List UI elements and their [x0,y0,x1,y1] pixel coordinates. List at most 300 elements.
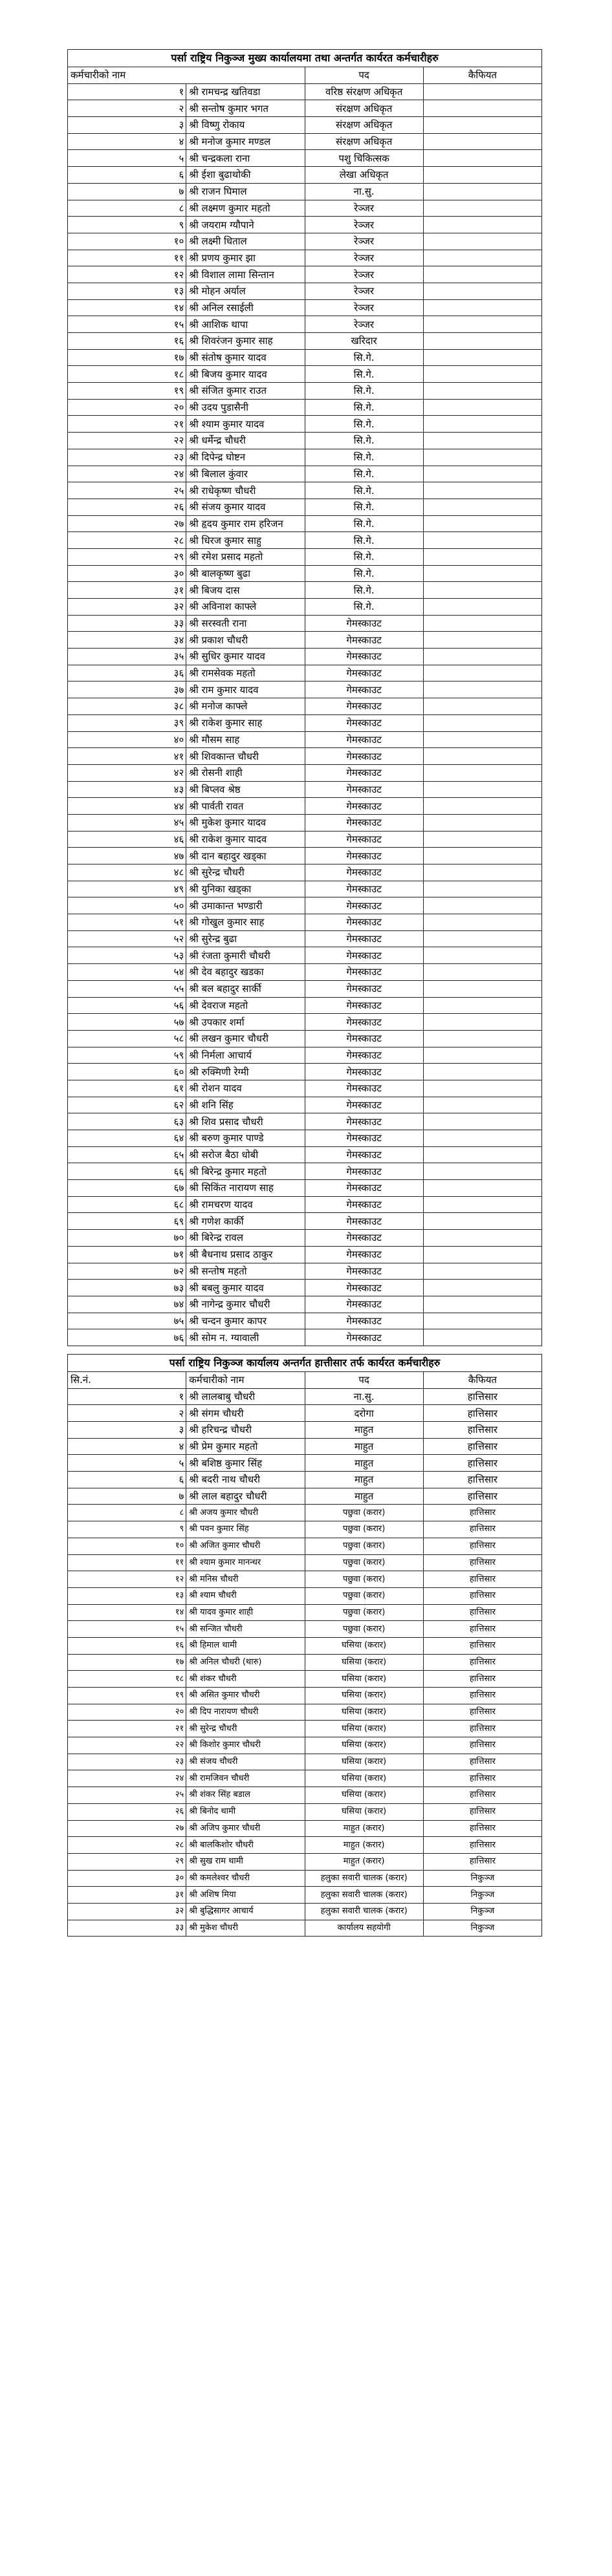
row-name: श्री देव बहादुर खडका [186,964,305,981]
row-name: श्री श्याम कुमार यादव [186,416,305,433]
row-remarks [423,399,541,416]
row-name: श्री अविनाश काफ्ले [186,599,305,616]
row-remarks [423,1146,541,1163]
row-name: श्री रंजता कुमारी चौधरी [186,947,305,964]
row-name: श्री दिप नारायण चौधरी [186,1704,305,1721]
row-name: श्री मनोज काफ्ले [186,698,305,715]
row-post: माहुत (करार) [305,1820,423,1837]
row-serial: ४४ [68,798,186,815]
row-serial: ५५ [68,980,186,997]
row-name: श्री विशाल लामा सिन्तान [186,266,305,283]
row-post: रेञ्जर [305,299,423,316]
table-row [68,250,542,266]
row-name: श्री बिरेन्द्र रावल [186,1230,305,1247]
row-serial: १२ [68,266,186,283]
row-name: श्री लक्ष्मण कुमार महतो [186,200,305,217]
row-name: श्री लाल बहादुर चौधरी [186,1488,305,1505]
row-post: खरिदार [305,333,423,350]
table-row [68,1130,542,1147]
row-post: गेमस्काउट [305,1130,423,1147]
row-name: श्री रमेश प्रसाद महतो [186,548,305,565]
table-row [68,1246,542,1263]
row-remarks [423,316,541,333]
row-name: श्री मौसम साह [186,731,305,748]
row-post: गेमस्काउट [305,748,423,765]
row-serial: ६८ [68,1196,186,1213]
row-post: सि.गे. [305,466,423,482]
row-name: श्री उपकार शर्मा [186,1014,305,1031]
table-row [68,1538,542,1554]
table-row [68,1721,542,1737]
row-remarks [423,548,541,565]
row-remarks [423,930,541,947]
row-serial: २० [68,399,186,416]
row-post: गेमस्काउट [305,864,423,881]
row-remarks [423,980,541,997]
row-remarks [423,1213,541,1230]
row-remarks: हात्तिसार [423,1654,541,1671]
row-post: गेमस्काउट [305,798,423,815]
row-name: श्री सुरेन्द्र चौधरी [186,864,305,881]
row-serial: ६ [68,167,186,184]
row-post: सि.गे. [305,416,423,433]
table-row [68,1280,542,1296]
row-name: श्री प्रणय कुमार झा [186,250,305,266]
row-serial: २३ [68,1754,186,1770]
table-row [68,1837,542,1854]
row-remarks [423,1180,541,1197]
row-post: पछुवा (करार) [305,1521,423,1538]
table-row [68,1146,542,1163]
row-remarks [423,299,541,316]
row-remarks [423,250,541,266]
row-remarks [423,798,541,815]
section-title-row [68,50,542,67]
row-remarks [423,1130,541,1147]
row-serial: ३० [68,565,186,582]
row-post: माहुत [305,1488,423,1505]
table-row [68,383,542,400]
table-row [68,714,542,731]
row-remarks [423,83,541,100]
row-name: श्री बिनोद थामी [186,1803,305,1820]
row-remarks: हात्तिसार [423,1754,541,1770]
row-serial: ३३ [68,615,186,632]
row-name: श्री उदय पुडासैनी [186,399,305,416]
row-remarks: हात्तिसार [423,1770,541,1787]
row-post: हलुका सवारी चालक (करार) [305,1870,423,1887]
row-post: गेमस्काउट [305,615,423,632]
row-serial: ८ [68,1505,186,1521]
row-post: गेमस्काउट [305,1213,423,1230]
row-remarks [423,997,541,1014]
table-row [68,1903,542,1920]
row-remarks [423,1329,541,1346]
table-row [68,532,542,549]
row-remarks [423,1014,541,1031]
row-remarks [423,117,541,134]
row-name: श्री बालकिशोर चौधरी [186,1837,305,1854]
row-name: श्री बालकृष्ण बुढा [186,565,305,582]
row-name: श्री लक्ष्मी धिताल [186,233,305,250]
row-post: रेञ्जर [305,200,423,217]
header-row [68,1371,542,1388]
row-name: श्री बशिष्ठ कुमार सिंह [186,1455,305,1472]
row-serial: ५७ [68,1014,186,1031]
table-row [68,1388,542,1405]
row-name: श्री दिपेन्द्र घोष्टन [186,449,305,466]
row-post: गेमस्काउट [305,1163,423,1180]
row-serial: ७३ [68,1280,186,1296]
row-post: रेञ्जर [305,217,423,233]
row-serial: ७६ [68,1329,186,1346]
row-remarks [423,349,541,366]
row-post: लेखा अधिकृत [305,167,423,184]
table-row [68,731,542,748]
row-name: श्री अजित कुमार चौधरी [186,1538,305,1554]
row-serial: १८ [68,366,186,383]
row-remarks [423,466,541,482]
table-row [68,1163,542,1180]
row-post: हलुका सवारी चालक (करार) [305,1887,423,1904]
row-name: श्री शिव प्रसाद चौधरी [186,1113,305,1130]
row-name: श्री राकेश कुमार यादव [186,831,305,848]
row-name: श्री शंकर चौधरी [186,1671,305,1688]
row-name: श्री सुधिर कुमार यादव [186,649,305,665]
table-row [68,1505,542,1521]
row-post: गेमस्काउट [305,1014,423,1031]
row-name: श्री पवन कुमार सिंह [186,1521,305,1538]
table-row [68,1803,542,1820]
row-name: श्री बरुण कुमार पाण्डे [186,1130,305,1147]
table-row [68,200,542,217]
row-name: श्री बिलाल कुंवार [186,466,305,482]
row-name: श्री संगम चौधरी [186,1405,305,1422]
row-serial: ४ [68,1438,186,1455]
table-row [68,333,542,350]
row-post: गेमस्काउट [305,947,423,964]
table-row [68,632,542,649]
row-remarks [423,100,541,117]
row-name: श्री अजय कुमार चौधरी [186,1505,305,1521]
row-serial: २ [68,1405,186,1422]
header-post: पद [305,1371,423,1388]
row-post: पछुवा (करार) [305,1621,423,1638]
table-row [68,1313,542,1329]
table-row [68,133,542,150]
table-row [68,1329,542,1346]
table-row [68,433,542,449]
table-row [68,1263,542,1280]
row-post: घसिया (करार) [305,1770,423,1787]
table-row [68,897,542,914]
row-post: माहुत [305,1472,423,1488]
table-row [68,682,542,698]
row-name: श्री बिजय कुमार यादव [186,366,305,383]
table-row [68,366,542,383]
row-name: श्री सरोज बैठा धोबी [186,1146,305,1163]
row-post: घसिया (करार) [305,1704,423,1721]
row-name: श्री धिरज कुमार साहु [186,532,305,549]
row-serial: १९ [68,383,186,400]
table-row [68,499,542,515]
row-name: श्री शिवकान्त चौधरी [186,748,305,765]
row-post: गेमस्काउट [305,764,423,781]
table-row [68,1213,542,1230]
row-serial: २७ [68,1820,186,1837]
row-name: श्री रामचन्द्र खतिवडा [186,83,305,100]
row-serial: ४१ [68,748,186,765]
row-name: श्री बल बहादुर सार्की [186,980,305,997]
row-remarks [423,1280,541,1296]
row-name: श्री विष्णु रोकाय [186,117,305,134]
row-serial: १७ [68,1654,186,1671]
header-remarks: कैफियत [423,1371,541,1388]
table-row [68,1488,542,1505]
row-post: गेमस्काउट [305,881,423,897]
row-post: गेमस्काउट [305,731,423,748]
row-serial: ६९ [68,1213,186,1230]
row-post: गेमस्काउट [305,698,423,715]
row-serial: १ [68,1388,186,1405]
row-post: दरोगा [305,1405,423,1422]
row-name: श्री धर्मेन्द्र चौधरी [186,433,305,449]
row-remarks [423,383,541,400]
row-post: पछुवा (करार) [305,1538,423,1554]
row-name: श्री अनिल रसाईली [186,299,305,316]
row-post: रेञ्जर [305,283,423,299]
row-name: श्री आशिक थापा [186,316,305,333]
row-name: श्री देवराज महतो [186,997,305,1014]
table-row [68,1870,542,1887]
table-row [68,1920,542,1937]
row-post: घसिया (करार) [305,1721,423,1737]
row-serial: ६३ [68,1113,186,1130]
row-post: ना.सु. [305,183,423,200]
row-serial: १५ [68,1621,186,1638]
table-row [68,615,542,632]
row-name: श्री अनिल चौधरी (थारु) [186,1654,305,1671]
row-post: गेमस्काउट [305,1280,423,1296]
row-post: गेमस्काउट [305,1097,423,1113]
staff-document [67,49,542,1937]
table-row [68,831,542,848]
row-serial: २८ [68,532,186,549]
row-remarks [423,947,541,964]
row-post: गेमस्काउट [305,1030,423,1047]
row-serial: ३२ [68,599,186,616]
table-row [68,1455,542,1472]
row-name: श्री मुकेश कुमार यादव [186,814,305,831]
table-row [68,1097,542,1113]
row-name: श्री पार्वती रावत [186,798,305,815]
row-name: श्री बिरेन्द्र कुमार महतो [186,1163,305,1180]
row-serial: ७० [68,1230,186,1247]
row-name: श्री यादव कुमार शाही [186,1604,305,1621]
row-name: श्री बैधनाथ प्रसाद ठाकुर [186,1246,305,1263]
row-remarks: हात्तिसार [423,1820,541,1837]
row-remarks [423,698,541,715]
row-serial: ७५ [68,1313,186,1329]
table-row [68,1671,542,1688]
row-serial: १६ [68,1637,186,1654]
table-row [68,349,542,366]
row-name: श्री सन्तोष महतो [186,1263,305,1280]
row-post: गेमस्काउट [305,1180,423,1197]
row-name: श्री मनोज कुमार मण्डल [186,133,305,150]
row-serial: ३० [68,1870,186,1887]
row-serial: ३१ [68,1887,186,1904]
row-serial: २१ [68,1721,186,1737]
row-remarks [423,1230,541,1247]
row-name: श्री रामचरण यादव [186,1196,305,1213]
table-row [68,399,542,416]
row-remarks [423,1246,541,1263]
row-post: घसिया (करार) [305,1671,423,1688]
row-name: श्री गोखुल कुमार साह [186,914,305,931]
row-post: गेमस्काउट [305,1263,423,1280]
row-remarks [423,1097,541,1113]
row-serial: २९ [68,548,186,565]
table-row [68,83,542,100]
row-remarks [423,764,541,781]
row-serial: ३२ [68,1903,186,1920]
row-serial: ५२ [68,930,186,947]
row-serial: ५९ [68,1047,186,1064]
row-remarks: हात्तिसार [423,1405,541,1422]
header-post: पद [305,67,423,84]
table-row [68,764,542,781]
row-post: माहुत (करार) [305,1837,423,1854]
row-post: गेमस्काउट [305,1230,423,1247]
row-serial: १३ [68,283,186,299]
row-remarks [423,1113,541,1130]
row-serial: ८ [68,200,186,217]
row-name: श्री निर्मला आचार्य [186,1047,305,1064]
row-serial: ६६ [68,1163,186,1180]
row-serial: ५४ [68,964,186,981]
staff-table-main [67,49,542,1346]
row-post: सि.गे. [305,548,423,565]
row-remarks [423,565,541,582]
row-post: गेमस्काउट [305,1113,423,1130]
row-remarks: हात्तिसार [423,1604,541,1621]
row-name: श्री मनिस चौधरी [186,1571,305,1588]
row-post: सि.गे. [305,582,423,599]
row-post: घसिया (करार) [305,1688,423,1704]
header-remarks: कैफियत [423,67,541,84]
row-serial: १३ [68,1587,186,1604]
row-serial: १८ [68,1671,186,1688]
row-remarks: हात्तिसार [423,1688,541,1704]
row-post: पछुवा (करार) [305,1554,423,1571]
row-post: गेमस्काउट [305,781,423,798]
row-serial: ३८ [68,698,186,715]
table-row [68,914,542,931]
row-serial: ३९ [68,714,186,731]
table-row [68,1820,542,1837]
table-row [68,548,542,565]
row-remarks: हात्तिसार [423,1388,541,1405]
row-name: श्री बबलु कुमार यादव [186,1280,305,1296]
row-remarks [423,1030,541,1047]
row-remarks: हात्तिसार [423,1787,541,1804]
table-row [68,1787,542,1804]
row-remarks [423,283,541,299]
row-post: रेञ्जर [305,233,423,250]
row-serial: ३७ [68,682,186,698]
row-post: ना.सु. [305,1388,423,1405]
row-remarks: हात्तिसार [423,1721,541,1737]
row-remarks [423,848,541,864]
row-post: संरक्षण अधिकृत [305,133,423,150]
row-name: श्री संजय चौधरी [186,1754,305,1770]
row-remarks [423,150,541,167]
table-row [68,1853,542,1870]
table-row [68,582,542,599]
row-name: श्री शनि सिंह [186,1097,305,1113]
row-serial: ३१ [68,582,186,599]
row-name: श्री बुद्धिसागर आचार्य [186,1903,305,1920]
row-serial: ३५ [68,649,186,665]
row-name: श्री राम कुमार यादव [186,682,305,698]
row-remarks [423,532,541,549]
row-remarks [423,1296,541,1313]
row-serial: ४८ [68,864,186,881]
row-remarks: हात्तिसार [423,1853,541,1870]
row-remarks [423,615,541,632]
row-post: गेमस्काउट [305,665,423,682]
table-row [68,1554,542,1571]
table-row [68,930,542,947]
row-name: श्री बिप्लव श्रेष्ठ [186,781,305,798]
row-serial: २७ [68,515,186,532]
row-name: श्री बिजय दास [186,582,305,599]
table-row [68,1047,542,1064]
row-serial: ७१ [68,1246,186,1263]
row-remarks [423,133,541,150]
row-name: श्री सन्तोष कुमार भगत [186,100,305,117]
table-row [68,299,542,316]
row-name: श्री राकेश कुमार साह [186,714,305,731]
table-row [68,183,542,200]
table-row [68,1521,542,1538]
row-post: रेञ्जर [305,316,423,333]
row-post: गेमस्काउट [305,1329,423,1346]
row-remarks: निकुञ्ज [423,1920,541,1937]
row-post: गेमस्काउट [305,814,423,831]
row-remarks [423,632,541,649]
row-serial: ४२ [68,764,186,781]
section-title: पर्सा राष्ट्रिय निकुञ्ज मुख्य कार्यालयमा तथा अन्तर्गत कार्यरत कर्मचारीहरु [68,50,542,67]
row-serial: २४ [68,466,186,482]
row-serial: ५ [68,150,186,167]
table-row [68,997,542,1014]
row-remarks [423,665,541,682]
row-post: हलुका सवारी चालक (करार) [305,1903,423,1920]
row-remarks: हात्तिसार [423,1505,541,1521]
row-remarks: हात्तिसार [423,1554,541,1571]
row-name: श्री रामसेवक महतो [186,665,305,682]
row-post: सि.गे. [305,515,423,532]
table-row [68,1438,542,1455]
row-post: गेमस्काउट [305,997,423,1014]
row-serial: ४३ [68,781,186,798]
row-name: श्री चन्दन कुमार कापर [186,1313,305,1329]
row-remarks: हात्तिसार [423,1488,541,1505]
table-row [68,1014,542,1031]
row-post: गेमस्काउट [305,914,423,931]
